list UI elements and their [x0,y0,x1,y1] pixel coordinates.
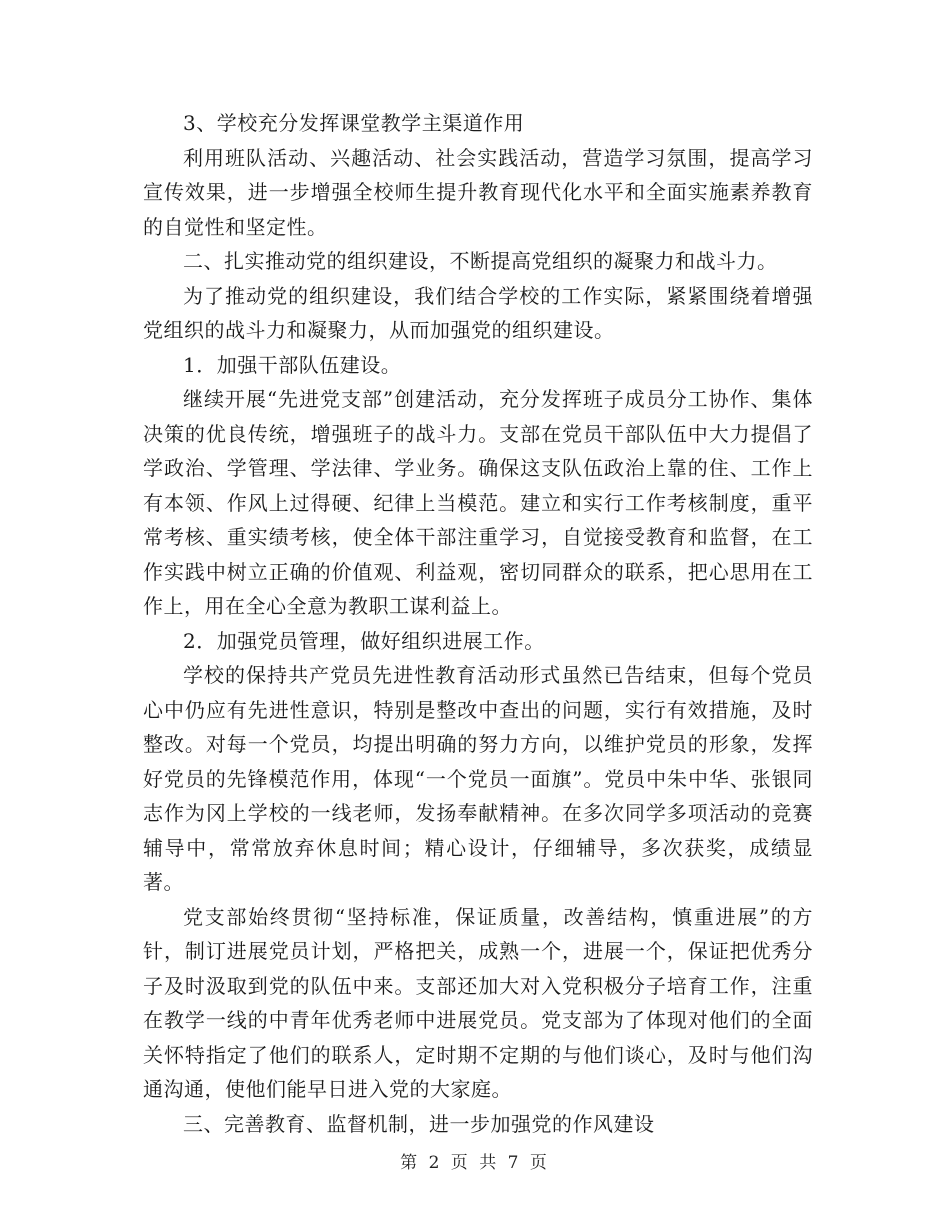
footer-total-pages: 7 [507,1153,522,1173]
paragraph-organization-intro: 为了推动党的组织建设，我们结合学校的工作实际，紧紧围绕着增强党组织的战斗力和凝聚力，从而加强党的组织建设。 [143,283,813,342]
footer-middle: 页 共 [450,1153,500,1173]
section-heading-supervision: 三、完善教育、监督机制，进一步加强党的作风建设 [183,1111,655,1136]
subheading-cadre-team: 1．加强干部队伍建设。 [183,352,402,377]
subheading-member-management: 2．加强党员管理，做好组织进展工作。 [183,628,545,653]
paragraph-cadre-team: 继续开展“先进党支部”创建活动，充分发挥班子成员分工协作、集体决策的优良传统，增强班子的战斗力。支部在党员干部队伍中大力提倡了学政治、学管理、学法律、学业务。确保这支队伍政治上靠的住、工作上有本领、作风上过得硬、纪律上当模范。建立和实行工作考核制度，重平常考核、重实绩考核，使全体干部注重学习，自觉接受教育和监督，在工作实践中树立正确的价值观、利益观，密切同群众的联系，把心思用在工作上，用在全心全意为教职工谋利益上。 [143,387,813,618]
paragraph-party-development: 党支部始终贯彻“坚持标准，保证质量，改善结构，慎重进展”的方针，制订进展党员计划，严格把关，成熟一个，进展一个，保证把优秀分子及时汲取到党的队伍中来。支部还加大对入党积极分子培育工作，注重在教学一线的中青年优秀老师中进展党员。党支部为了体现对他们的全面关怀特指定了他们的联系人，定时期不定期的与他们谈心，及时与他们沟通沟通，使他们能早日进入党的大家庭。 [143,904,813,1101]
footer-current-page: 2 [428,1153,443,1173]
footer-suffix: 页 [529,1153,550,1173]
section-heading-organization: 二、扎实推动党的组织建设，不断提高党组织的凝聚力和战斗力。 [183,249,778,273]
paragraph-member-management: 学校的保持共产党员先进性教育活动形式虽然已告结束，但每个党员心中仍应有先进性意识，特别是整改中查出的问题，实行有效措施，及时整改。对每一个党员，均提出明确的努力方向，以维护党员的形象，发挥好党员的先锋模范作用，体现“一个党员一面旗”。党员中朱中华、张银同志作为冈上学校的一线老师，发扬奉献精神。在多次同学多项活动的竞赛辅导中，常常放弃休息时间；精心设计，仔细辅导，多次获奖，成绩显著。 [143,663,813,894]
footer-prefix: 第 [400,1153,421,1173]
document-body [143,106,813,1141]
paragraph-activities: 利用班队活动、兴趣活动、社会实践活动，营造学习氛围，提高学习宣传效果，进一步增强全校师生提升教育现代化水平和全面实施素养教育的自觉性和坚定性。 [143,145,813,239]
section-heading-school-classroom: 3、学校充分发挥课堂教学主渠道作用 [183,111,525,135]
page-footer [0,1148,950,1173]
